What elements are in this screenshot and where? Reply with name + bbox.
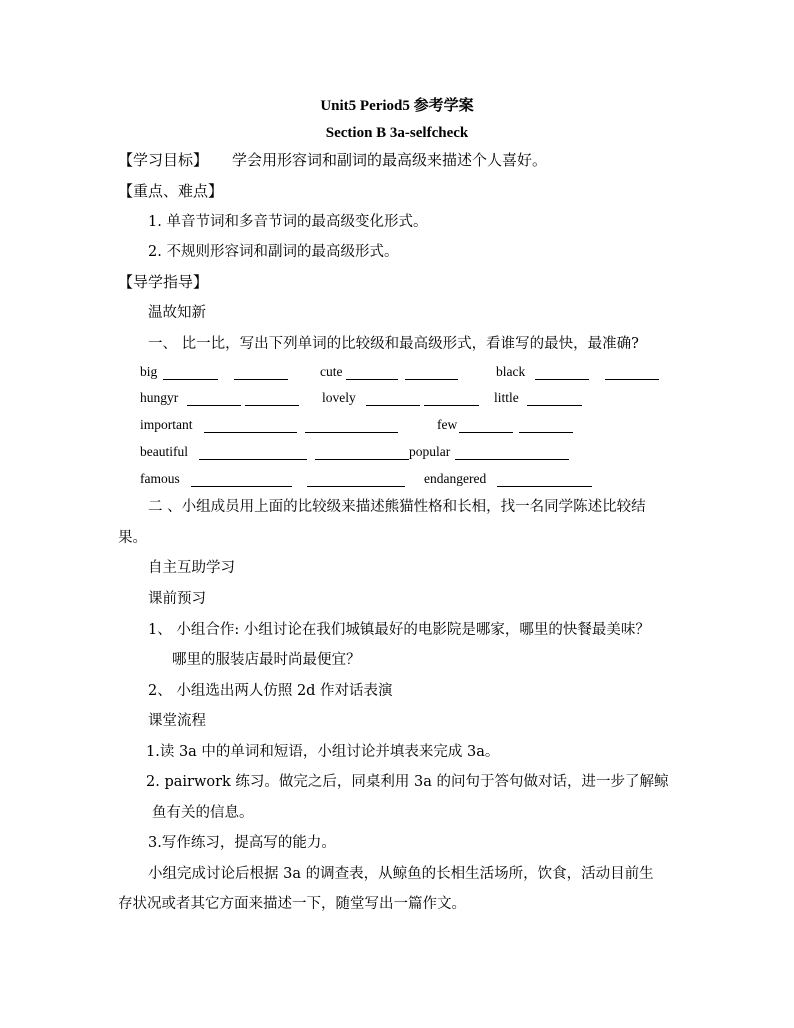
preview-item-2: 2、 小组选出两人仿照 2d 作对话表演 [148,683,393,699]
word-row-3 [0,417,794,437]
blank-line[interactable] [405,379,458,380]
key-point-2: 2. 不规则形容词和副词的最高级形式。 [148,244,399,260]
class-item-2-cont: 鱼有关的信息。 [152,805,254,821]
preview-item-1-cont: 哪里的服装店最时尚最便宜？ [172,652,361,668]
class-item-3: 3.写作练习，提高写的能力。 [148,835,336,851]
blank-line[interactable] [455,459,569,460]
class-item-2: 2. pairwork 练习。做完之后，同桌利用 3a 的问句于答句做对话，进一步了解鲸 [146,774,669,790]
preview-item-1: 1、 小组合作: 小组讨论在我们城镇最好的电影院是哪家，哪里的快餐最美味？ [148,622,650,638]
word-few: few [437,417,458,432]
blank-line[interactable] [605,379,659,380]
page-subtitle: Section B 3a-selfcheck [325,125,469,141]
blank-line[interactable] [199,459,307,460]
blank-line[interactable] [497,486,592,487]
page-title: Unit5 Period5 参考学案 [320,98,474,114]
blank-line[interactable] [527,405,582,406]
blank-line[interactable] [187,405,241,406]
blank-line[interactable] [191,486,292,487]
question-1: 一、 比一比，写出下列单词的比较级和最高级形式，看谁写的最快，最准确? [148,336,639,352]
guide-label: 【导学指导】 [118,273,209,291]
self-study-label: 自主互助学习 [148,560,235,576]
word-little: little [494,390,519,405]
word-row-5 [0,471,794,491]
word-popular: popular [409,444,451,459]
word-lovely: lovely [322,390,356,405]
blank-line[interactable] [459,432,513,433]
preview-label: 课前预习 [148,591,206,607]
word-beautiful: beautiful [140,444,188,459]
blank-line[interactable] [234,379,288,380]
key-label: 【重点、难点】 [118,182,224,200]
goal-text: 学会用形容词和副词的最高级来描述个人喜好。 [232,151,548,169]
question-2-line-1: 二 、小组成员用上面的比较级来描述熊猫性格和长相，找一名同学陈述比较结 [148,499,646,515]
word-hungry: hungyr [140,390,179,405]
blank-line[interactable] [307,486,405,487]
goal-label: 【学习目标】 [118,151,209,169]
word-row-1 [0,364,794,384]
key-point-1: 1. 单音节词和多音节词的最高级变化形式。 [148,214,428,230]
blank-line[interactable] [245,405,299,406]
blank-line[interactable] [346,379,398,380]
blank-line[interactable] [163,379,218,380]
class-item-1: 1.读 3a 中的单词和短语，小组讨论并填表来完成 3a。 [146,744,500,760]
blank-line[interactable] [366,405,420,406]
blank-line[interactable] [424,405,479,406]
blank-line[interactable] [535,379,589,380]
word-big: big [140,364,158,379]
blank-line[interactable] [315,459,409,460]
word-black: black [496,364,526,379]
class-item-4-cont: 存状况或者其它方面来描述一下，随堂写出一篇作文。 [118,896,466,912]
blank-line[interactable] [204,432,297,433]
class-item-4: 小组完成讨论后根据 3a 的调查表，从鲸鱼的长相生活场所，饮食，活动目前生 [148,866,654,882]
word-row-4 [0,444,794,464]
blank-line[interactable] [519,432,573,433]
word-important: important [140,417,193,432]
word-row-2 [0,390,794,410]
word-cute: cute [320,364,343,379]
blank-line[interactable] [305,432,398,433]
review-label: 温故知新 [148,305,206,321]
word-endangered: endangered [424,471,487,486]
word-famous: famous [140,471,180,486]
question-2-line-2: 果。 [118,530,147,546]
class-flow-label: 课堂流程 [148,713,206,729]
